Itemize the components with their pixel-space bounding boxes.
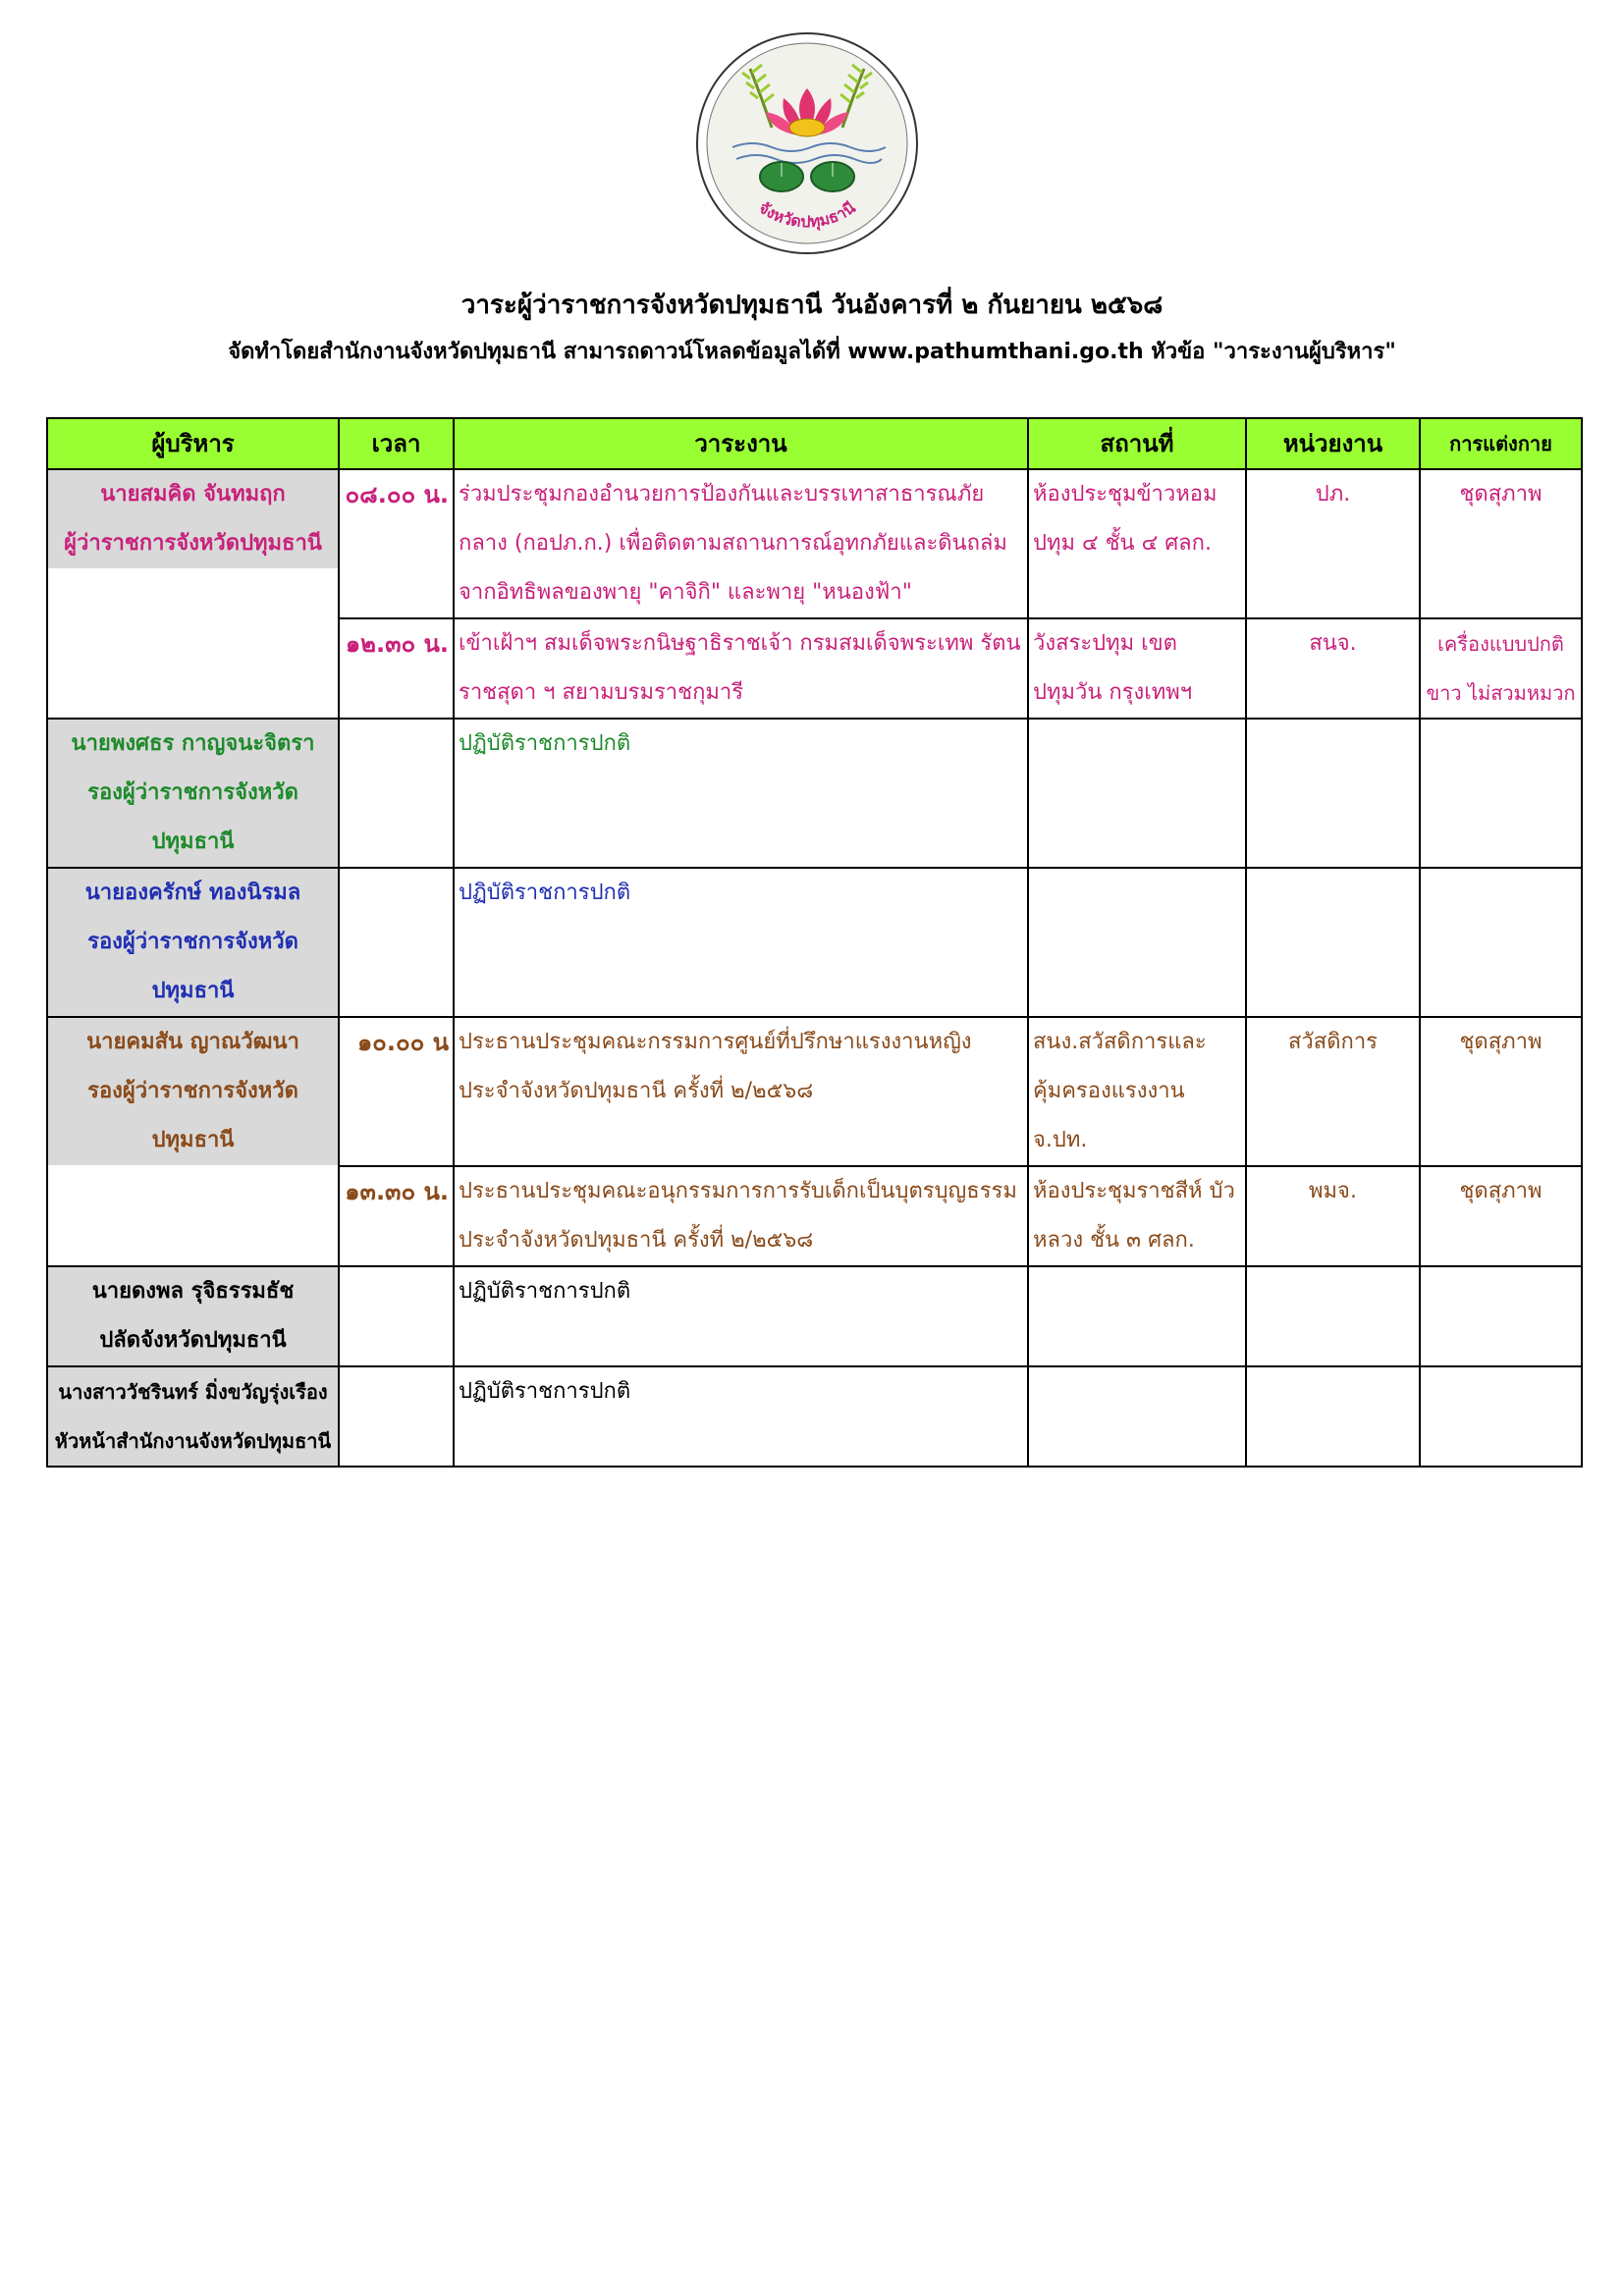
executive-name: นายพงศธร กาญจนะจิตรา [48, 720, 338, 769]
unit-cell [1246, 719, 1420, 868]
table-row [47, 1366, 1582, 1467]
executive-name: นายคมสัน ญาณวัฒนา [48, 1018, 338, 1067]
executive-position: ปลัดจังหวัดปทุมธานี [48, 1316, 338, 1365]
place-cell: สนง.สวัสดิการและ คุ้มครองแรงงาน จ.ปท. [1028, 1017, 1246, 1166]
executive-position: รองผู้ว่าราชการจังหวัดปทุมธานี [48, 918, 338, 1016]
time-cell [339, 1266, 454, 1366]
place-cell: ห้องประชุมราชสีห์ บัวหลวง ชั้น ๓ ศลก. [1028, 1166, 1246, 1266]
agenda-cell: ปฏิบัติราชการปกติ [454, 1366, 1028, 1467]
executive-name: นายสมคิด จันทมฤก [48, 470, 338, 519]
unit-cell: สวัสดิการ [1246, 1017, 1420, 1166]
unit-cell [1246, 868, 1420, 1017]
unit-cell: สนจ. [1246, 618, 1420, 719]
table-row [47, 1166, 1582, 1266]
col-unit: หน่วยงาน [1246, 418, 1420, 469]
executive-cell-empty [47, 618, 339, 719]
place-cell [1028, 1366, 1246, 1467]
executive-cell [47, 1366, 339, 1467]
executive-name: นายองครักษ์ ทองนิรมล [48, 869, 338, 918]
time-cell: ๑๐.๐๐ น [339, 1017, 454, 1166]
agenda-cell: ปฏิบัติราชการปกติ [454, 719, 1028, 868]
seal-text: จังหวัดปทุมธานี [755, 197, 859, 232]
dress-cell [1420, 1366, 1582, 1467]
time-cell: ๑๓.๓๐ น. [339, 1166, 454, 1266]
dress-cell: ชุดสุภาพ [1420, 1017, 1582, 1166]
col-place: สถานที่ [1028, 418, 1246, 469]
agenda-cell: ปฏิบัติราชการปกติ [454, 868, 1028, 1017]
dress-cell: ชุดสุภาพ [1420, 1166, 1582, 1266]
unit-cell [1246, 1366, 1420, 1467]
table-row [47, 618, 1582, 719]
place-cell [1028, 719, 1246, 868]
dress-cell [1420, 719, 1582, 868]
dress-cell: เครื่องแบบปกติขาว ไม่สวมหมวก [1420, 618, 1582, 719]
agenda-cell: ประธานประชุมคณะกรรมการศูนย์ที่ปรึกษาแรงงานหญิง ประจำจังหวัดปทุมธานี ครั้งที่ ๒/๒๕๖๘ [454, 1017, 1028, 1166]
agenda-table [46, 417, 1583, 1468]
executive-cell [47, 469, 339, 618]
time-cell [339, 719, 454, 868]
time-cell: ๐๘.๐๐ น. [339, 469, 454, 618]
col-dress: การแต่งกาย [1420, 418, 1582, 469]
page-title: วาระผู้ว่าราชการจังหวัดปทุมธานี วันอังคารที่ ๒ กันยายน ๒๕๖๘ [460, 291, 1164, 320]
executive-cell [47, 719, 339, 868]
unit-cell: พมจ. [1246, 1166, 1420, 1266]
table-row [47, 719, 1582, 868]
seal-emblem [693, 29, 921, 257]
executive-position: รองผู้ว่าราชการจังหวัดปทุมธานี [48, 1067, 338, 1165]
unit-cell [1246, 1266, 1420, 1366]
table-row [47, 1266, 1582, 1366]
dress-cell [1420, 1266, 1582, 1366]
executive-cell [47, 1017, 339, 1166]
executive-cell-empty [47, 1166, 339, 1266]
agenda-cell: ร่วมประชุมกองอำนวยการป้องกันและบรรเทาสาธารณภัย กลาง (กอปภ.ก.) เพื่อติดตามสถานการณ์อุทกภัยและดินถล่ม จากอิทธิพลของพายุ "คาจิกิ" และพายุ "หนองฟ้า" [454, 469, 1028, 618]
executive-position: หัวหน้าสำนักงานจังหวัดปทุมธานี [48, 1416, 338, 1466]
agenda-cell: เข้าเฝ้าฯ สมเด็จพระกนิษฐาธิราชเจ้า กรมสมเด็จพระเทพ รัตนราชสุดา ฯ สยามบรมราชกุมารี [454, 618, 1028, 719]
agenda-cell: ปฏิบัติราชการปกติ [454, 1266, 1028, 1366]
table-row [47, 469, 1582, 618]
place-cell [1028, 1266, 1246, 1366]
time-cell [339, 1366, 454, 1467]
time-cell [339, 868, 454, 1017]
table-row [47, 868, 1582, 1017]
place-cell: วังสระปทุม เขตปทุมวัน กรุงเทพฯ [1028, 618, 1246, 719]
table-header-row [47, 418, 1582, 469]
executive-cell [47, 1266, 339, 1366]
unit-cell: ปภ. [1246, 469, 1420, 618]
provincial-seal [693, 29, 921, 257]
place-cell: ห้องประชุมข้าวหอม ปทุม ๔ ชั้น ๔ ศลก. [1028, 469, 1246, 618]
col-executive: ผู้บริหาร [47, 418, 339, 469]
page-subtitle: จัดทำโดยสำนักงานจังหวัดปทุมธานี สามารถดาวน์โหลดข้อมูลได้ที่ www.pathumthani.go.th หัวข้อ "วาระงานผู้บริหาร" [228, 340, 1396, 364]
dress-cell [1420, 868, 1582, 1017]
executive-position: ผู้ว่าราชการจังหวัดปทุมธานี [48, 519, 338, 568]
executive-name: นางสาววัชรินทร์ มิ่งขวัญรุ่งเรือง [48, 1367, 338, 1416]
dress-cell: ชุดสุภาพ [1420, 469, 1582, 618]
executive-cell [47, 868, 339, 1017]
place-cell [1028, 868, 1246, 1017]
executive-name: นายดงพล รุจิธรรมธัช [48, 1267, 338, 1316]
col-time: เวลา [339, 418, 454, 469]
col-agenda: วาระงาน [454, 418, 1028, 469]
agenda-cell: ประธานประชุมคณะอนุกรรมการการรับเด็กเป็นบุตรบุญธรรม ประจำจังหวัดปทุมธานี ครั้งที่ ๒/๒๕๖๘ [454, 1166, 1028, 1266]
executive-position: รองผู้ว่าราชการจังหวัดปทุมธานี [48, 769, 338, 867]
time-cell: ๑๒.๓๐ น. [339, 618, 454, 719]
table-row [47, 1017, 1582, 1166]
